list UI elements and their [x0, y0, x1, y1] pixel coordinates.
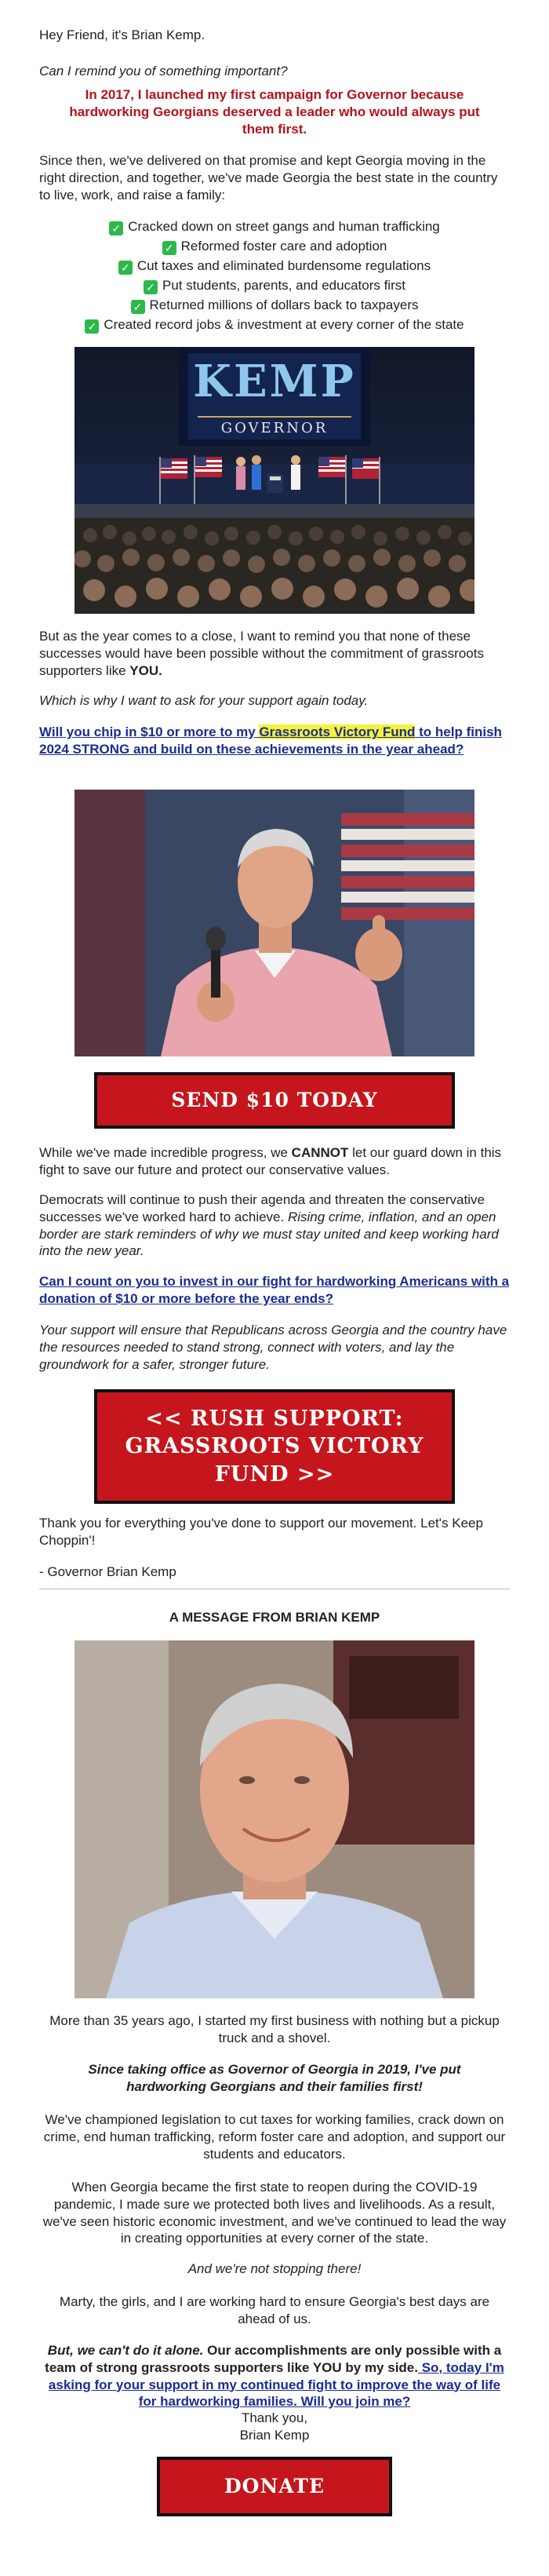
red-intro: In 2017, I launched my first campaign for Governor because hardworking Georgians deserved a leader who would always put them first. [69, 87, 480, 137]
bio-paragraph-4: When Georgia became the first state to reopen during the COVID-19 pandemic, I made sure we protected both lives and livelihoods. As a result, we've seen historic economic investment, and we've continued to lead the way in creating opportunities at every corner of the state. [42, 2180, 507, 2246]
remind-text: Can I remind you of something important? [39, 64, 288, 78]
greeting: Hey Friend, it's Brian Kemp. [39, 27, 205, 42]
list-item: ✓ Returned millions of dollars back to taxpayers [39, 297, 510, 314]
bio-paragraph-7: But, we can't do it alone. Our accomplishments are only possible with a team of strong grassroots supporters like YOU by my side. So, today I'm asking for your support in my continued fight to improve the way of life for hardworking families. Will you join me? [45, 2343, 504, 2410]
since-then-text: Since then, we've delivered on that promise and kept Georgia moving in the right direction, and together, we've made Georgia the best state in the country to live, work, and raise a family: [39, 153, 498, 203]
bio-paragraph-6: Marty, the girls, and I are working hard to ensure Georgia's best days are ahead of us. [59, 2294, 490, 2326]
message-header: A MESSAGE FROM BRIAN KEMP [169, 1610, 380, 1625]
support-ensure-text: Your support will ensure that Republicans across Georgia and the country have the resources needed to stand strong, connect with voters, and lay the groundwork for a safer, stronger future. [39, 1323, 507, 1372]
list-item: ✓ Put students, parents, and educators first [39, 277, 510, 294]
ask-again-text: Which is why I want to ask for your support again today. [39, 693, 369, 708]
achievement-list [39, 218, 510, 336]
rally-stage-photo [75, 347, 474, 614]
closing-name: Brian Kemp [239, 2428, 310, 2443]
year-close-text: But as the year comes to a close, I want to remind you that none of these successes would have been possible without the commitment of grassroots supporters like YOU. [39, 629, 484, 678]
check-icon: ✓ [118, 261, 133, 275]
check-icon: ✓ [85, 319, 99, 334]
list-item: ✓ Cracked down on street gangs and human trafficking [39, 218, 510, 235]
progress-text: While we've made incredible progress, we CANNOT let our guard down in this fight to save our future and protect our conservative values. [39, 1145, 502, 1177]
bio-paragraph-2: Since taking office as Governor of Georgia in 2019, I've put hardworking Georgians and their families first! [88, 2062, 461, 2094]
list-item: ✓ Created record jobs & investment at every corner of the state [39, 316, 510, 334]
send-10-today-button[interactable]: SEND $10 TODAY [94, 1072, 455, 1129]
check-icon: ✓ [144, 280, 158, 294]
list-item: ✓ Cut taxes and eliminated burdensome regulations [39, 257, 510, 275]
stage-sign-name: KEMP [193, 356, 356, 407]
bio-paragraph-1: More than 35 years ago, I started my first business with nothing but a pickup truck and a shovel. [49, 2013, 500, 2045]
bio-paragraph-3: We've championed legislation to cut taxes for working families, crack down on crime, end human trafficking, reform foster care and adoption, and support our students and educators. [43, 2112, 506, 2162]
signature-1: - Governor Brian Kemp [39, 1564, 176, 1579]
thanks-text: Thank you for everything you've done to support our movement. Let's Keep Choppin'! [39, 1516, 483, 1548]
chip-in-link[interactable]: Will you chip in $10 or more to my Grassroots Victory Fund to help finish 2024 STRONG and build on these achievements in the year ahead? [39, 724, 502, 757]
count-on-link[interactable]: Can I count on you to invest in our fight for hardworking Americans with a donation of $10 or more before the year ends? [39, 1274, 510, 1306]
kemp-thumbs-up-photo [75, 790, 474, 1056]
bio-paragraph-5: And we're not stopping there! [187, 2261, 362, 2276]
closing-thanks: Thank you, [241, 2410, 308, 2425]
rush-support-button[interactable]: << RUSH SUPPORT: GRASSROOTS VICTORY FUND >> [94, 1389, 455, 1504]
check-icon: ✓ [162, 241, 176, 255]
check-icon: ✓ [131, 300, 145, 314]
democrats-text: Democrats will continue to push their agenda and threaten the conservative successes we've worked hard to achieve. Rising crime, inflation, and an open border are stark reminders of why we must stay united and keep working hard into the new year. [39, 1192, 499, 1259]
kemp-portrait-photo [75, 1640, 474, 1998]
stage-sign-title: GOVERNOR [220, 420, 329, 436]
list-item: ✓ Reformed foster care and adoption [39, 238, 510, 255]
donate-button[interactable]: DONATE [157, 2457, 392, 2516]
join-me-link[interactable]: So, today I'm asking for your support in my continued fight to improve the way of life for hardworking families. Will you join me? [48, 2359, 504, 2410]
check-icon: ✓ [109, 221, 123, 235]
